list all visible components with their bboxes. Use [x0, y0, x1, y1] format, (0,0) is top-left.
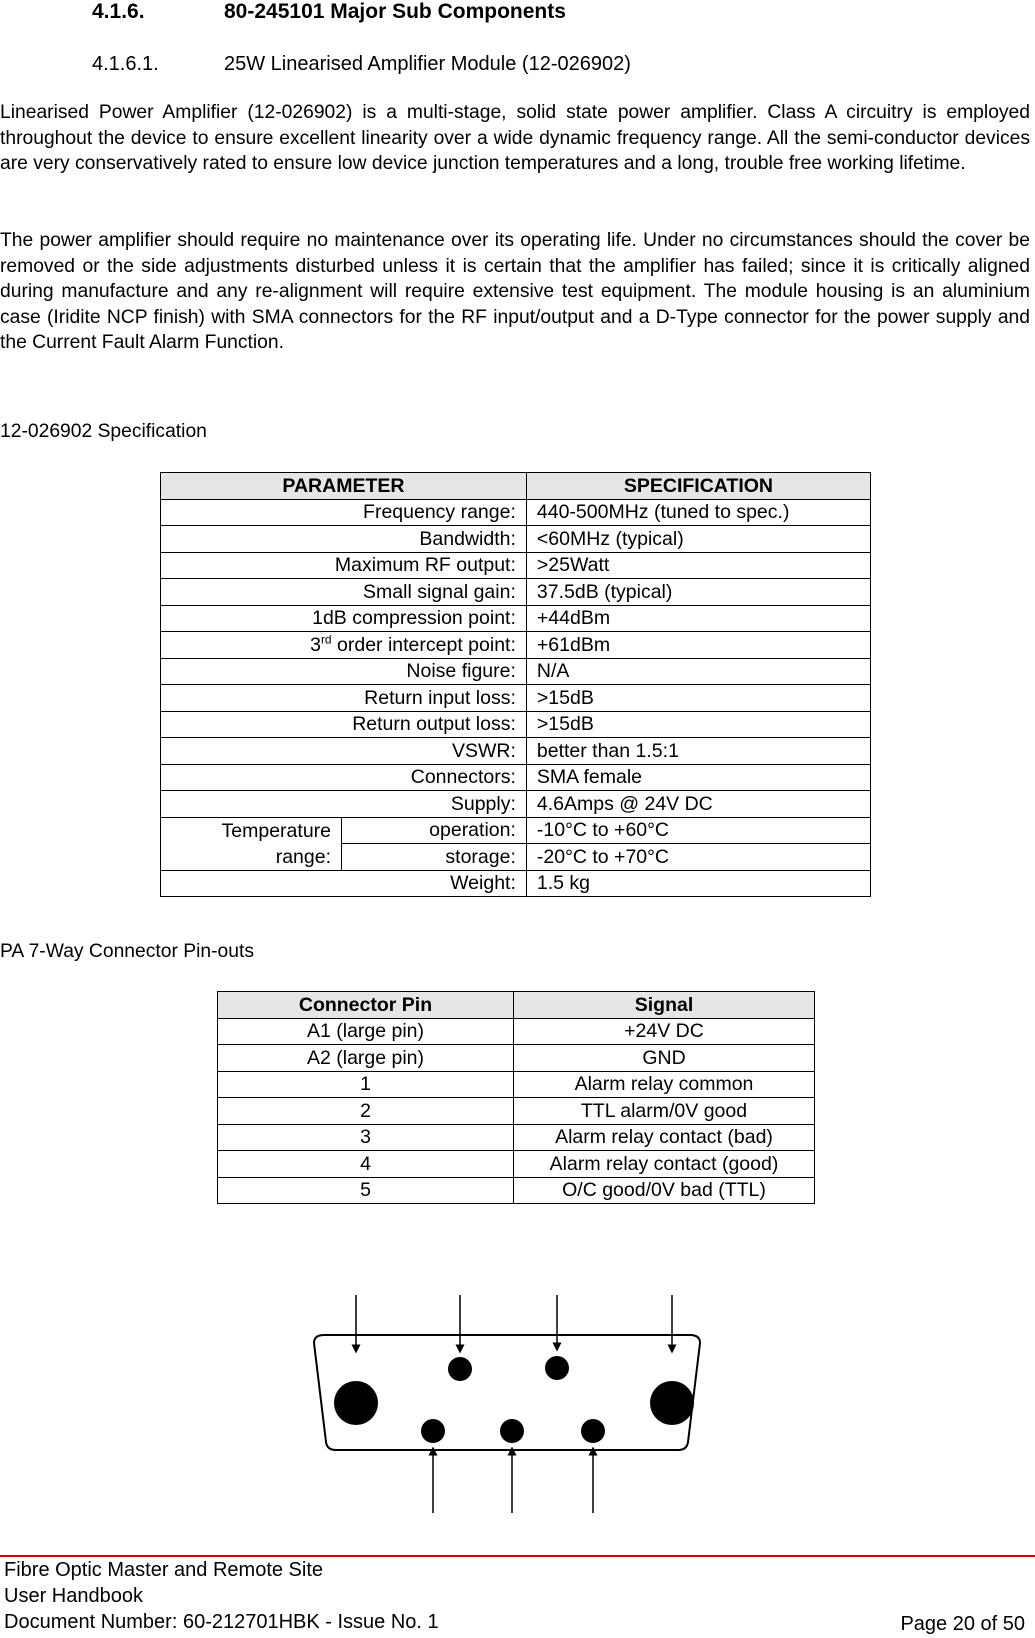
value-cell: +44dBm	[526, 605, 870, 632]
table-row	[161, 685, 871, 712]
param-base: 3	[310, 633, 321, 656]
temperature-storage-value: -20°C to +70°C	[526, 844, 870, 871]
pin-top-left	[448, 1357, 472, 1381]
param-cell: Return output loss:	[161, 711, 527, 738]
param-cell: 1dB compression point:	[161, 605, 527, 632]
table-row	[161, 579, 871, 606]
pin-a2	[650, 1381, 694, 1425]
signal-cell: O/C good/0V bad (TTL)	[514, 1177, 815, 1204]
subsection-heading	[92, 52, 631, 76]
value-cell: <60MHz (typical)	[526, 526, 870, 553]
spec-label: 12-026902 Specification	[0, 421, 207, 442]
signal-cell: +24V DC	[514, 1018, 815, 1045]
table-row	[218, 1018, 815, 1045]
table-row	[161, 764, 871, 791]
param-cell: Return input loss:	[161, 685, 527, 712]
footer-title: Fibre Optic Master and Remote Site	[4, 1559, 324, 1581]
table-row	[218, 1045, 815, 1072]
table-row	[161, 632, 871, 659]
pin-cell: A2 (large pin)	[218, 1045, 514, 1072]
param-cell: Noise figure:	[161, 658, 527, 685]
pin-a1	[334, 1381, 378, 1425]
pin-cell: A1 (large pin)	[218, 1018, 514, 1045]
pin-cell: 5	[218, 1177, 514, 1204]
param-cell: Weight:	[161, 870, 527, 897]
value-cell: 37.5dB (typical)	[526, 579, 870, 606]
param-cell	[161, 632, 527, 659]
pin-bottom-right	[581, 1419, 605, 1443]
table-row	[218, 1124, 815, 1151]
value-cell: 1.5 kg	[526, 870, 870, 897]
param-cell: Supply:	[161, 791, 527, 818]
table-row	[161, 605, 871, 632]
table-row	[218, 1098, 815, 1125]
pin-cell: 4	[218, 1151, 514, 1178]
signal-cell: Alarm relay contact (bad)	[514, 1124, 815, 1151]
temperature-label-cell	[161, 817, 342, 870]
subsection-number: 4.1.6.1.	[92, 53, 159, 75]
header-connector-pin: Connector Pin	[218, 992, 514, 1019]
value-cell: +61dBm	[526, 632, 870, 659]
header-specification: SPECIFICATION	[526, 473, 870, 500]
pin-bottom-left	[421, 1419, 445, 1443]
value-cell: >25Watt	[526, 552, 870, 579]
pinout-table	[217, 991, 815, 1204]
temperature-operation-label: operation:	[342, 817, 527, 844]
pin-cell: 2	[218, 1098, 514, 1125]
temperature-operation-value: -10°C to +60°C	[526, 817, 870, 844]
value-cell: N/A	[526, 658, 870, 685]
pin-cell: 1	[218, 1071, 514, 1098]
value-cell: SMA female	[526, 764, 870, 791]
subsection-title: 25W Linearised Amplifier Module (12-026902)	[224, 53, 631, 75]
paragraph-maintenance: The power amplifier should require no maintenance over its operating life. Under no circumstances should the cover be removed or the side adjustments disturbed unless it is certain that the amplifier has failed; since it is critically aligned during manufacture and any re-alignment will require extensive test equipment. The module housing is an aluminium case (Iridite NCP finish) with SMA connectors for the RF input/output and a D-Type connector for the power supply and the Current Fault Alarm Function.	[0, 230, 1030, 353]
table-row	[161, 552, 871, 579]
section-heading	[92, 0, 566, 24]
signal-cell: Alarm relay contact (good)	[514, 1151, 815, 1178]
param-superscript: rd	[320, 632, 332, 647]
param-cell: VSWR:	[161, 738, 527, 765]
pin-cell: 3	[218, 1124, 514, 1151]
header-signal: Signal	[514, 992, 815, 1019]
param-cell: Bandwidth:	[161, 526, 527, 553]
table-row	[218, 1071, 815, 1098]
table-row	[161, 870, 871, 897]
value-cell: >15dB	[526, 685, 870, 712]
pinout-label: PA 7-Way Connector Pin-outs	[0, 941, 254, 962]
temperature-label-line1: Temperature	[221, 819, 331, 842]
table-row	[161, 499, 871, 526]
value-cell: 4.6Amps @ 24V DC	[526, 791, 870, 818]
header-parameter: PARAMETER	[161, 473, 527, 500]
footer-page-number: Page 20 of 50	[900, 1613, 1025, 1635]
value-cell: 440-500MHz (tuned to spec.)	[526, 499, 870, 526]
section-title: 80-245101 Major Sub Components	[224, 0, 566, 23]
temperature-storage-label: storage:	[342, 844, 527, 871]
page-footer	[0, 1555, 1035, 1635]
signal-cell: TTL alarm/0V good	[514, 1098, 815, 1125]
paragraph-intro: Linearised Power Amplifier (12-026902) is a multi-stage, solid state power amplifier. Class A circuitry is employed throughout the device to ensure excellent linearity over a wide dynamic frequency range. All the semi-conductor devices are very conservatively rated to ensure low device junction temperatures and a long, trouble free working lifetime.	[0, 102, 1030, 174]
value-cell: >15dB	[526, 711, 870, 738]
pin-bottom-middle	[500, 1419, 524, 1443]
signal-cell: GND	[514, 1045, 815, 1072]
connector-diagram	[300, 1295, 720, 1525]
table-row	[218, 1177, 815, 1204]
table-row	[218, 1151, 815, 1178]
footer-document-number: Document Number: 60-212701HBK - Issue No. 1	[4, 1611, 439, 1633]
table-row	[161, 711, 871, 738]
pin-top-right	[545, 1356, 569, 1380]
table-header-row	[218, 992, 815, 1019]
table-row	[161, 526, 871, 553]
signal-cell: Alarm relay common	[514, 1071, 815, 1098]
table-row	[161, 817, 871, 844]
table-header-row	[161, 473, 871, 500]
param-cell: Maximum RF output:	[161, 552, 527, 579]
table-row	[161, 738, 871, 765]
param-cell: Small signal gain:	[161, 579, 527, 606]
table-row	[161, 791, 871, 818]
param-cell: Connectors:	[161, 764, 527, 791]
temperature-label-line2: range:	[275, 845, 331, 868]
param-text: order intercept point:	[331, 633, 516, 656]
footer-subtitle: User Handbook	[4, 1585, 143, 1607]
table-row	[161, 658, 871, 685]
section-number: 4.1.6.	[92, 0, 145, 23]
specification-table	[160, 472, 871, 897]
param-cell: Frequency range:	[161, 499, 527, 526]
value-cell: better than 1.5:1	[526, 738, 870, 765]
